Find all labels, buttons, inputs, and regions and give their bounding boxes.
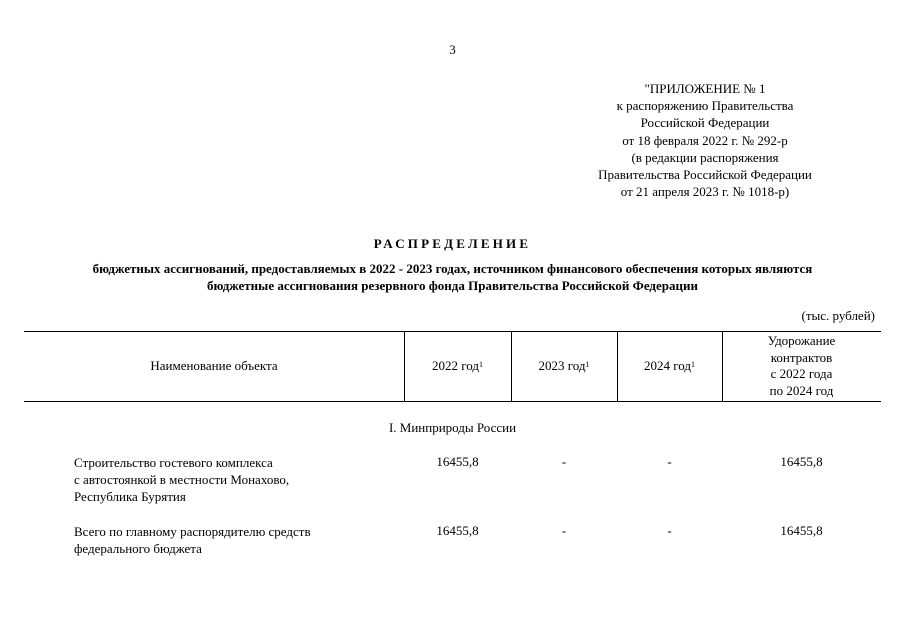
- cell-2023: -: [561, 523, 567, 538]
- row-name-line: Всего по главному распорядителю средств: [74, 524, 311, 539]
- document-subtitle: [20, 261, 885, 294]
- row-name-line: федерального бюджета: [74, 541, 202, 556]
- appendix-line: Российской Федерации: [640, 115, 770, 131]
- footnote-mark: 1: [479, 359, 483, 369]
- cell-2023: -: [561, 454, 567, 469]
- appendix-line: от 18 февраля 2022 г. № 292-р: [622, 132, 788, 148]
- cell-2024: -: [667, 523, 672, 538]
- header-2024-label: 2024 год: [644, 358, 691, 373]
- header-name: [24, 331, 404, 401]
- footnote-mark: 1: [585, 359, 590, 369]
- page-number: 3: [449, 42, 456, 57]
- header-2023: [511, 331, 617, 401]
- appendix-line: Правительства Российской Федерации: [598, 167, 812, 183]
- row-name-line: с автостоянкой в местности Монахово,: [74, 472, 290, 487]
- appendix-header: [565, 80, 845, 200]
- units-label: (тыс. рублей): [801, 308, 875, 323]
- header-increase-line: по 2024 год: [769, 382, 834, 398]
- table-row: [74, 454, 289, 505]
- subtitle-line: бюджетных ассигнований, предоставляемых в 2022 - 2023 годах, источником финансового обеспечения которых являются: [92, 261, 813, 276]
- table-row-total: [74, 523, 311, 557]
- header-increase: [722, 331, 881, 401]
- footnote-mark: 1: [691, 359, 695, 369]
- cell-2022: 16455,8: [436, 454, 479, 469]
- appendix-line: "ПРИЛОЖЕНИЕ № 1: [644, 81, 766, 96]
- header-increase-line: Удорожание: [767, 333, 836, 348]
- appendix-line: к распоряжению Правительства: [616, 98, 794, 114]
- appendix-line: от 21 апреля 2023 г. № 1018-р): [620, 184, 790, 200]
- cell-increase: 16455,8: [780, 454, 823, 469]
- row-name-line: Строительство гостевого комплекса: [74, 455, 273, 470]
- cell-increase: 16455,8: [780, 523, 823, 538]
- header-name-label: Наименование объекта: [150, 358, 278, 373]
- header-2024: [617, 331, 722, 401]
- subtitle-line: бюджетные ассигнования резервного фонда Правительства Российской Федерации: [207, 277, 698, 293]
- cell-2022: 16455,8: [436, 523, 479, 538]
- appendix-line: (в редакции распоряжения: [631, 149, 779, 165]
- header-2023-label: 2023 год: [538, 358, 586, 373]
- cell-2024: -: [667, 454, 672, 469]
- header-increase-line: с 2022 года: [770, 366, 833, 381]
- document-title: РАСПРЕДЕЛЕНИЕ: [373, 236, 532, 251]
- row-name-line: Республика Бурятия: [74, 489, 186, 504]
- header-2022: [404, 331, 511, 401]
- section-heading: I. Минприроды России: [388, 420, 517, 435]
- header-increase-line: контрактов: [770, 349, 833, 365]
- header-2022-label: 2022 год: [432, 358, 479, 373]
- table-header-bottom-border: [24, 401, 881, 402]
